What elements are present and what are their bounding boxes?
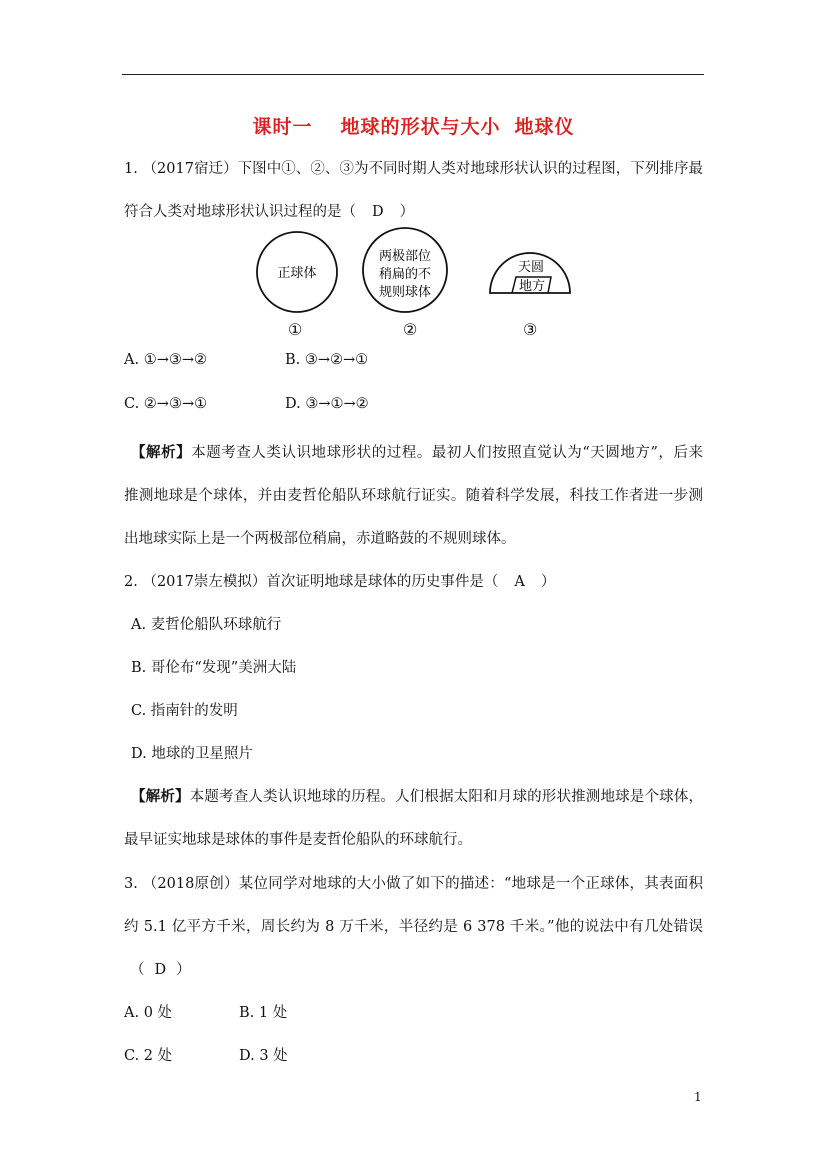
q1-option-d: D. ③→①→② <box>285 396 369 412</box>
q1-option-b: B. ③→②→① <box>285 352 369 368</box>
q2-answer: A <box>514 574 525 590</box>
q2-option-d: D. 地球的卫星照片 <box>131 746 253 762</box>
title-part-globe: 地球仪 <box>514 116 575 138</box>
q2-analysis-label: 【解析】 <box>131 788 190 805</box>
irregular-label-line1: 两极部位 <box>378 249 432 264</box>
q3-stem-line3: （ D ） <box>130 962 191 978</box>
q1-analysis-line3: 出地球实际上是一个两极部位稍扁，赤道略鼓的不规则球体。 <box>124 531 516 547</box>
q1-answer: D <box>372 204 384 220</box>
title-part-lesson: 课时一 <box>252 116 313 138</box>
earth-shape-diagram <box>250 225 580 320</box>
sphere-label: 正球体 <box>277 266 317 281</box>
q3-option-d: D. 3 处 <box>239 1048 288 1064</box>
q1-option-a: A. ①→③→② <box>124 352 207 368</box>
q3-stem-line2: 约 5.1 亿平方千米，周长约为 8 万千米，半径约是 6 378 千米。”他的说法中有几处错误 <box>124 919 703 935</box>
q3-stem-line1: 3. （2018原创）某位同学对地球的大小做了如下的描述：“地球是一个正球体，其表面积 <box>124 876 703 892</box>
earth-label: 地方 <box>518 279 546 294</box>
irregular-label-line3: 规则球体 <box>378 285 432 300</box>
irregular-label-line2: 稍扁的不 <box>378 267 432 282</box>
header-rule <box>122 74 704 75</box>
q2-option-b: B. 哥伦布“发现”美洲大陆 <box>131 660 297 676</box>
q2-option-a: A. 麦哲伦船队环球航行 <box>131 617 282 633</box>
q3-option-a: A. 0 处 <box>124 1005 173 1021</box>
title-part-topic: 地球的形状与大小 <box>340 116 501 138</box>
q1-stem-line2: 符合人类对地球形状认识过程的是（ D ） <box>124 204 415 220</box>
q2-analysis-line1: 【解析】本题考查人类认识地球的历程。人们根据太阳和月球的形状推测地球是个球体， <box>131 788 704 805</box>
q3-option-c: C. 2 处 <box>124 1048 173 1064</box>
sky-label: 天圆 <box>517 260 545 275</box>
q1-stem-line1: 1. （2017宿迁）下图中①、②、③为不同时期人类对地球形状认识的过程图，下列排序最 <box>124 161 703 177</box>
page-number: 1 <box>694 1090 702 1104</box>
diagram-number-2: ② <box>403 320 418 339</box>
diagram-number-1: ① <box>288 320 303 339</box>
q2-option-c: C. 指南针的发明 <box>131 703 238 719</box>
q3-answer: D <box>154 962 167 978</box>
q3-option-b: B. 1 处 <box>239 1005 288 1021</box>
q1-analysis-label: 【解析】 <box>131 444 192 461</box>
q1-analysis-line1: 【解析】本题考查人类认识地球形状的过程。最初人们按照直觉认为“天圆地方”，后来 <box>131 444 704 461</box>
diagram-number-3: ③ <box>523 320 538 339</box>
q1-analysis-line2: 推测地球是个球体，并由麦哲伦船队环球航行证实。随着科学发展，科技工作者进一步测 <box>124 488 703 504</box>
q2-analysis-line2: 最早证实地球是球体的事件是麦哲伦船队的环球航行。 <box>124 832 472 848</box>
q1-option-c: C. ②→③→① <box>124 396 208 412</box>
lesson-title <box>0 112 827 139</box>
q2-stem: 2. （2017崇左模拟）首次证明地球是球体的历史事件是（ A ） <box>124 574 556 590</box>
